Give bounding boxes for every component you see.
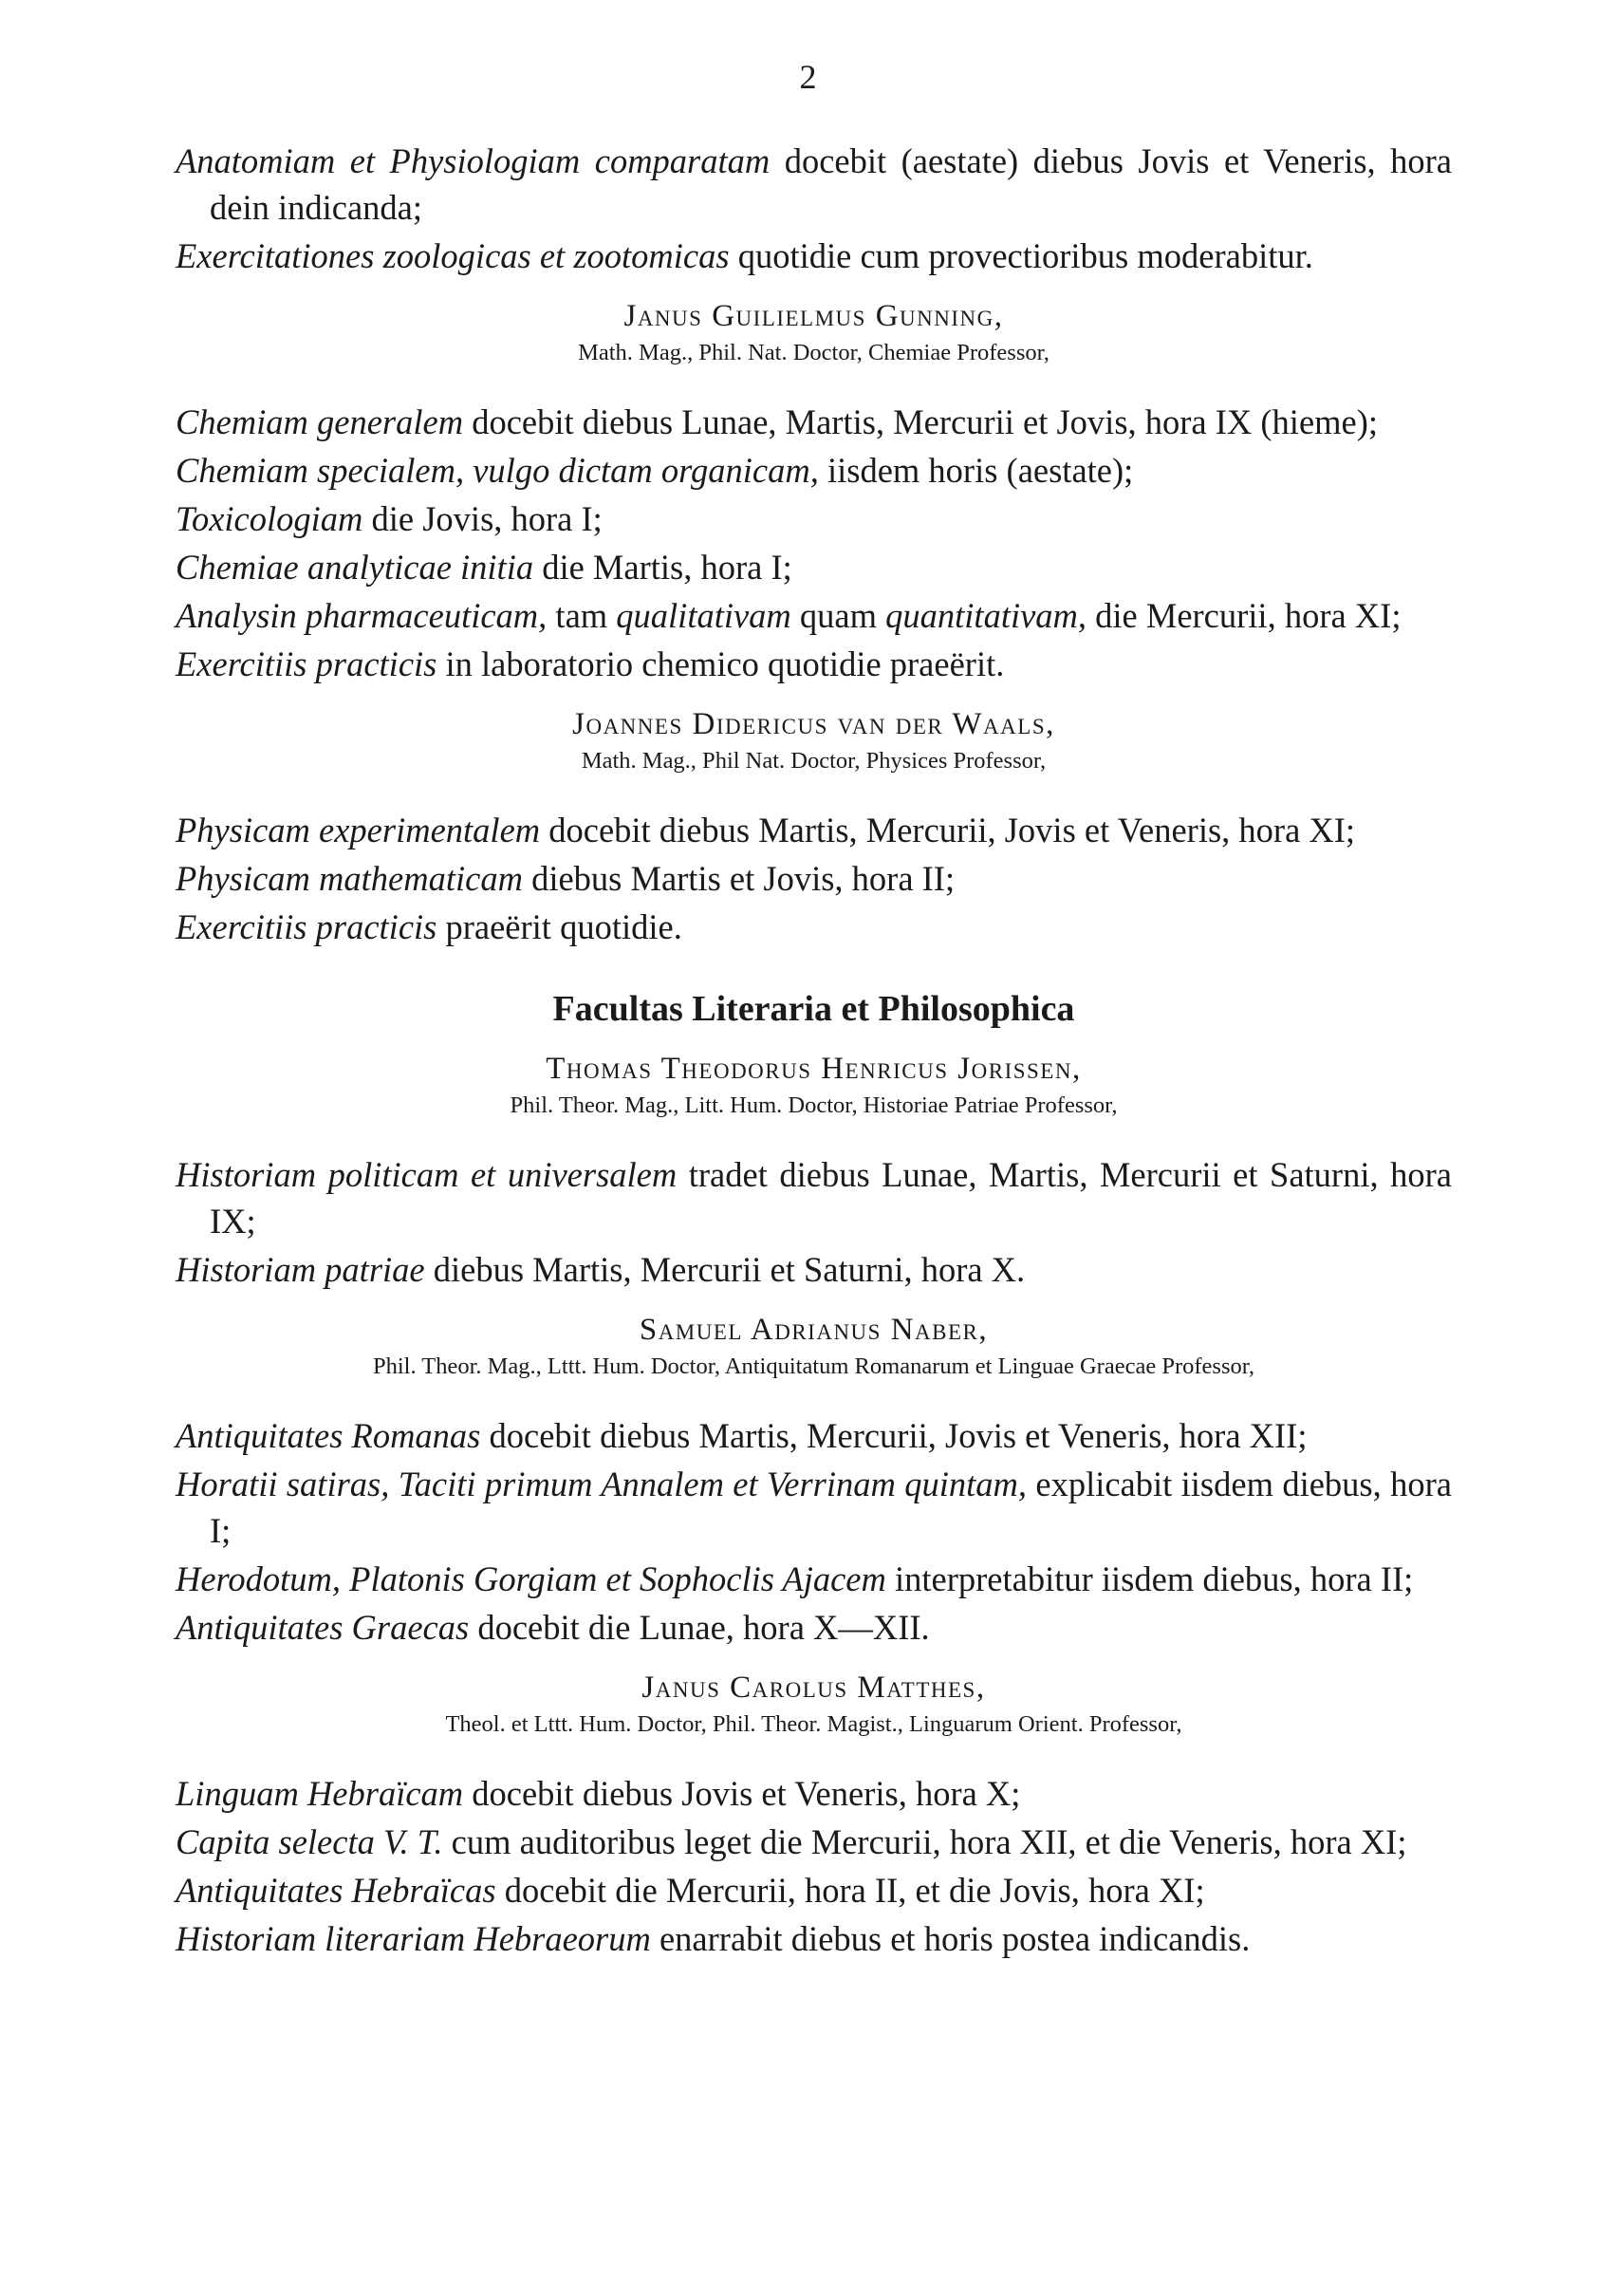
professor-block [176, 704, 1452, 778]
course-subject: Capita selecta V. T. [176, 1822, 443, 1861]
professor-name: Janus Guilielmus Gunning, [623, 299, 1004, 333]
course-schedule: die Mercurii, hora XI; [1087, 596, 1402, 635]
course-schedule: docebit die Lunae, hora X—XII. [469, 1608, 930, 1647]
faculty-heading: Facultas Literaria et Philosophica [552, 989, 1075, 1029]
course-schedule: die Jovis, hora I; [362, 499, 603, 538]
course-entry [176, 1604, 1452, 1651]
course-subject: Historiam literariam Hebraeorum [176, 1919, 651, 1958]
course-section [176, 704, 1452, 950]
course-schedule: docebit die Mercurii, hora II, et die Jovis, hora XI; [495, 1871, 1205, 1910]
professor-name: Thomas Theodorus Henricus Jorissen, [546, 1052, 1082, 1086]
course-entry [176, 233, 1452, 279]
course-entry [176, 1770, 1452, 1817]
course-subject: Toxicologiam [176, 499, 363, 538]
course-entry [176, 1556, 1452, 1602]
course-schedule: docebit diebus Martis, Mercurii, Jovis et Veneris, hora XII; [480, 1416, 1308, 1455]
course-subject: Antiquitates Graecas [176, 1608, 470, 1647]
course-schedule: iisdem horis (aestate); [818, 451, 1134, 490]
course-entry [176, 1246, 1452, 1293]
course-schedule: in laboratorio chemico quotidie praeërit. [437, 644, 1005, 683]
course-schedule: docebit (aestate) diebus Jovis et Veneris, hora dein indicanda; [210, 141, 1452, 227]
course-schedule: interpretabitur iisdem diebus, hora II; [885, 1559, 1414, 1598]
course-subject: Antiquitates Hebraïcas [176, 1871, 496, 1910]
course-entry [176, 592, 1452, 639]
course-entry [176, 904, 1452, 950]
course-schedule: tam [547, 596, 617, 635]
course-schedule: diebus Martis, Mercurii et Saturni, hora X. [424, 1250, 1026, 1289]
course-schedule: diebus Martis et Jovis, hora II; [522, 859, 956, 898]
document-body [176, 138, 1452, 1964]
course-subject: Antiquitates Romanas [176, 1416, 481, 1455]
professor-block [176, 296, 1452, 370]
course-subject: Exercitiis practicis [176, 644, 437, 683]
course-schedule: explicabit iisdem diebus, hora I; [210, 1465, 1452, 1550]
professor-title: Math. Mag., Phil Nat. Doctor, Physices Professor, [581, 748, 1047, 774]
course-section [176, 1668, 1452, 1962]
professor-title: Math. Mag., Phil. Nat. Doctor, Chemiae Professor, [578, 340, 1049, 365]
course-schedule: die Martis, hora I; [533, 548, 792, 587]
course-entry [176, 1151, 1452, 1244]
course-schedule: docebit diebus Lunae, Martis, Mercurii et Jovis, hora IX (hieme); [463, 402, 1379, 441]
course-entry [176, 1867, 1452, 1913]
course-schedule: docebit diebus Jovis et Veneris, hora X; [463, 1774, 1021, 1813]
course-schedule: enarrabit diebus et horis postea indicandis. [650, 1919, 1251, 1958]
professor-title: Phil. Theor. Mag., Lttt. Hum. Doctor, Antiquitatum Romanarum et Linguae Graecae Professor, [372, 1353, 1255, 1379]
course-entry [176, 1412, 1452, 1459]
course-subject: Herodotum, Platonis Gorgiam et Sophoclis Ajacem [176, 1559, 886, 1598]
course-subject: Physicam experimentalem [176, 811, 541, 849]
course-entry [176, 138, 1452, 231]
course-entry [176, 807, 1452, 853]
course-entry [176, 855, 1452, 902]
course-subject: Chemiam generalem [176, 402, 464, 441]
course-entry [176, 1461, 1452, 1554]
course-section [176, 138, 1452, 279]
course-entry [176, 495, 1452, 542]
course-entry [176, 399, 1452, 445]
professor-title: Phil. Theor. Mag., Litt. Hum. Doctor, Historiae Patriae Professor, [510, 1092, 1118, 1118]
professor-name: Samuel Adrianus Naber, [639, 1313, 989, 1347]
course-entry [176, 1915, 1452, 1962]
course-subject: Historiam politicam et universalem [176, 1155, 678, 1194]
course-entry [176, 447, 1452, 494]
course-schedule: praeërit quotidie. [437, 907, 682, 946]
course-schedule: quotidie cum provectioribus moderabitur. [729, 236, 1313, 275]
course-entry [176, 1819, 1452, 1865]
course-schedule: tradet diebus Lunae, Martis, Mercurii et Saturni, hora IX; [210, 1155, 1452, 1241]
course-subject: Analysin pharmaceuticam, [176, 596, 548, 635]
professor-block [176, 1049, 1452, 1123]
course-schedule: quam [790, 596, 886, 635]
professor-name: Joannes Didericus van der Waals, [572, 707, 1055, 741]
course-subject: Horatii satiras, Taciti primum Annalem et Verrinam quintam, [176, 1465, 1027, 1503]
course-subject: Physicam mathematicam [176, 859, 523, 898]
course-section [176, 986, 1452, 1293]
course-schedule: docebit diebus Martis, Mercurii, Jovis et Veneris, hora XI; [540, 811, 1356, 849]
course-subject: quantitativam, [885, 596, 1087, 635]
course-entry [176, 641, 1452, 687]
course-schedule: cum auditoribus leget die Mercurii, hora XII, et die Veneris, hora XI; [442, 1822, 1407, 1861]
course-section [176, 1310, 1452, 1651]
course-subject: Linguam Hebraïcam [176, 1774, 464, 1813]
professor-title: Theol. et Lttt. Hum. Doctor, Phil. Theor. Magist., Linguarum Orient. Professor, [445, 1711, 1182, 1737]
course-subject: Exercitiis practicis [176, 907, 437, 946]
page-number: 2 [799, 58, 817, 96]
course-subject: Chemiae analyticae initia [176, 548, 534, 587]
course-subject: Historiam patriae [176, 1250, 425, 1289]
course-subject: qualitativam [616, 596, 791, 635]
professor-block [176, 1310, 1452, 1384]
professor-block [176, 1668, 1452, 1742]
course-entry [176, 544, 1452, 590]
course-section [176, 296, 1452, 687]
course-subject: Chemiam specialem, vulgo dictam organicam, [176, 451, 819, 490]
course-subject: Anatomiam et Physiologiam comparatam [176, 141, 771, 180]
professor-name: Janus Carolus Matthes, [641, 1671, 986, 1705]
course-subject: Exercitationes zoologicas et zootomicas [176, 236, 730, 275]
